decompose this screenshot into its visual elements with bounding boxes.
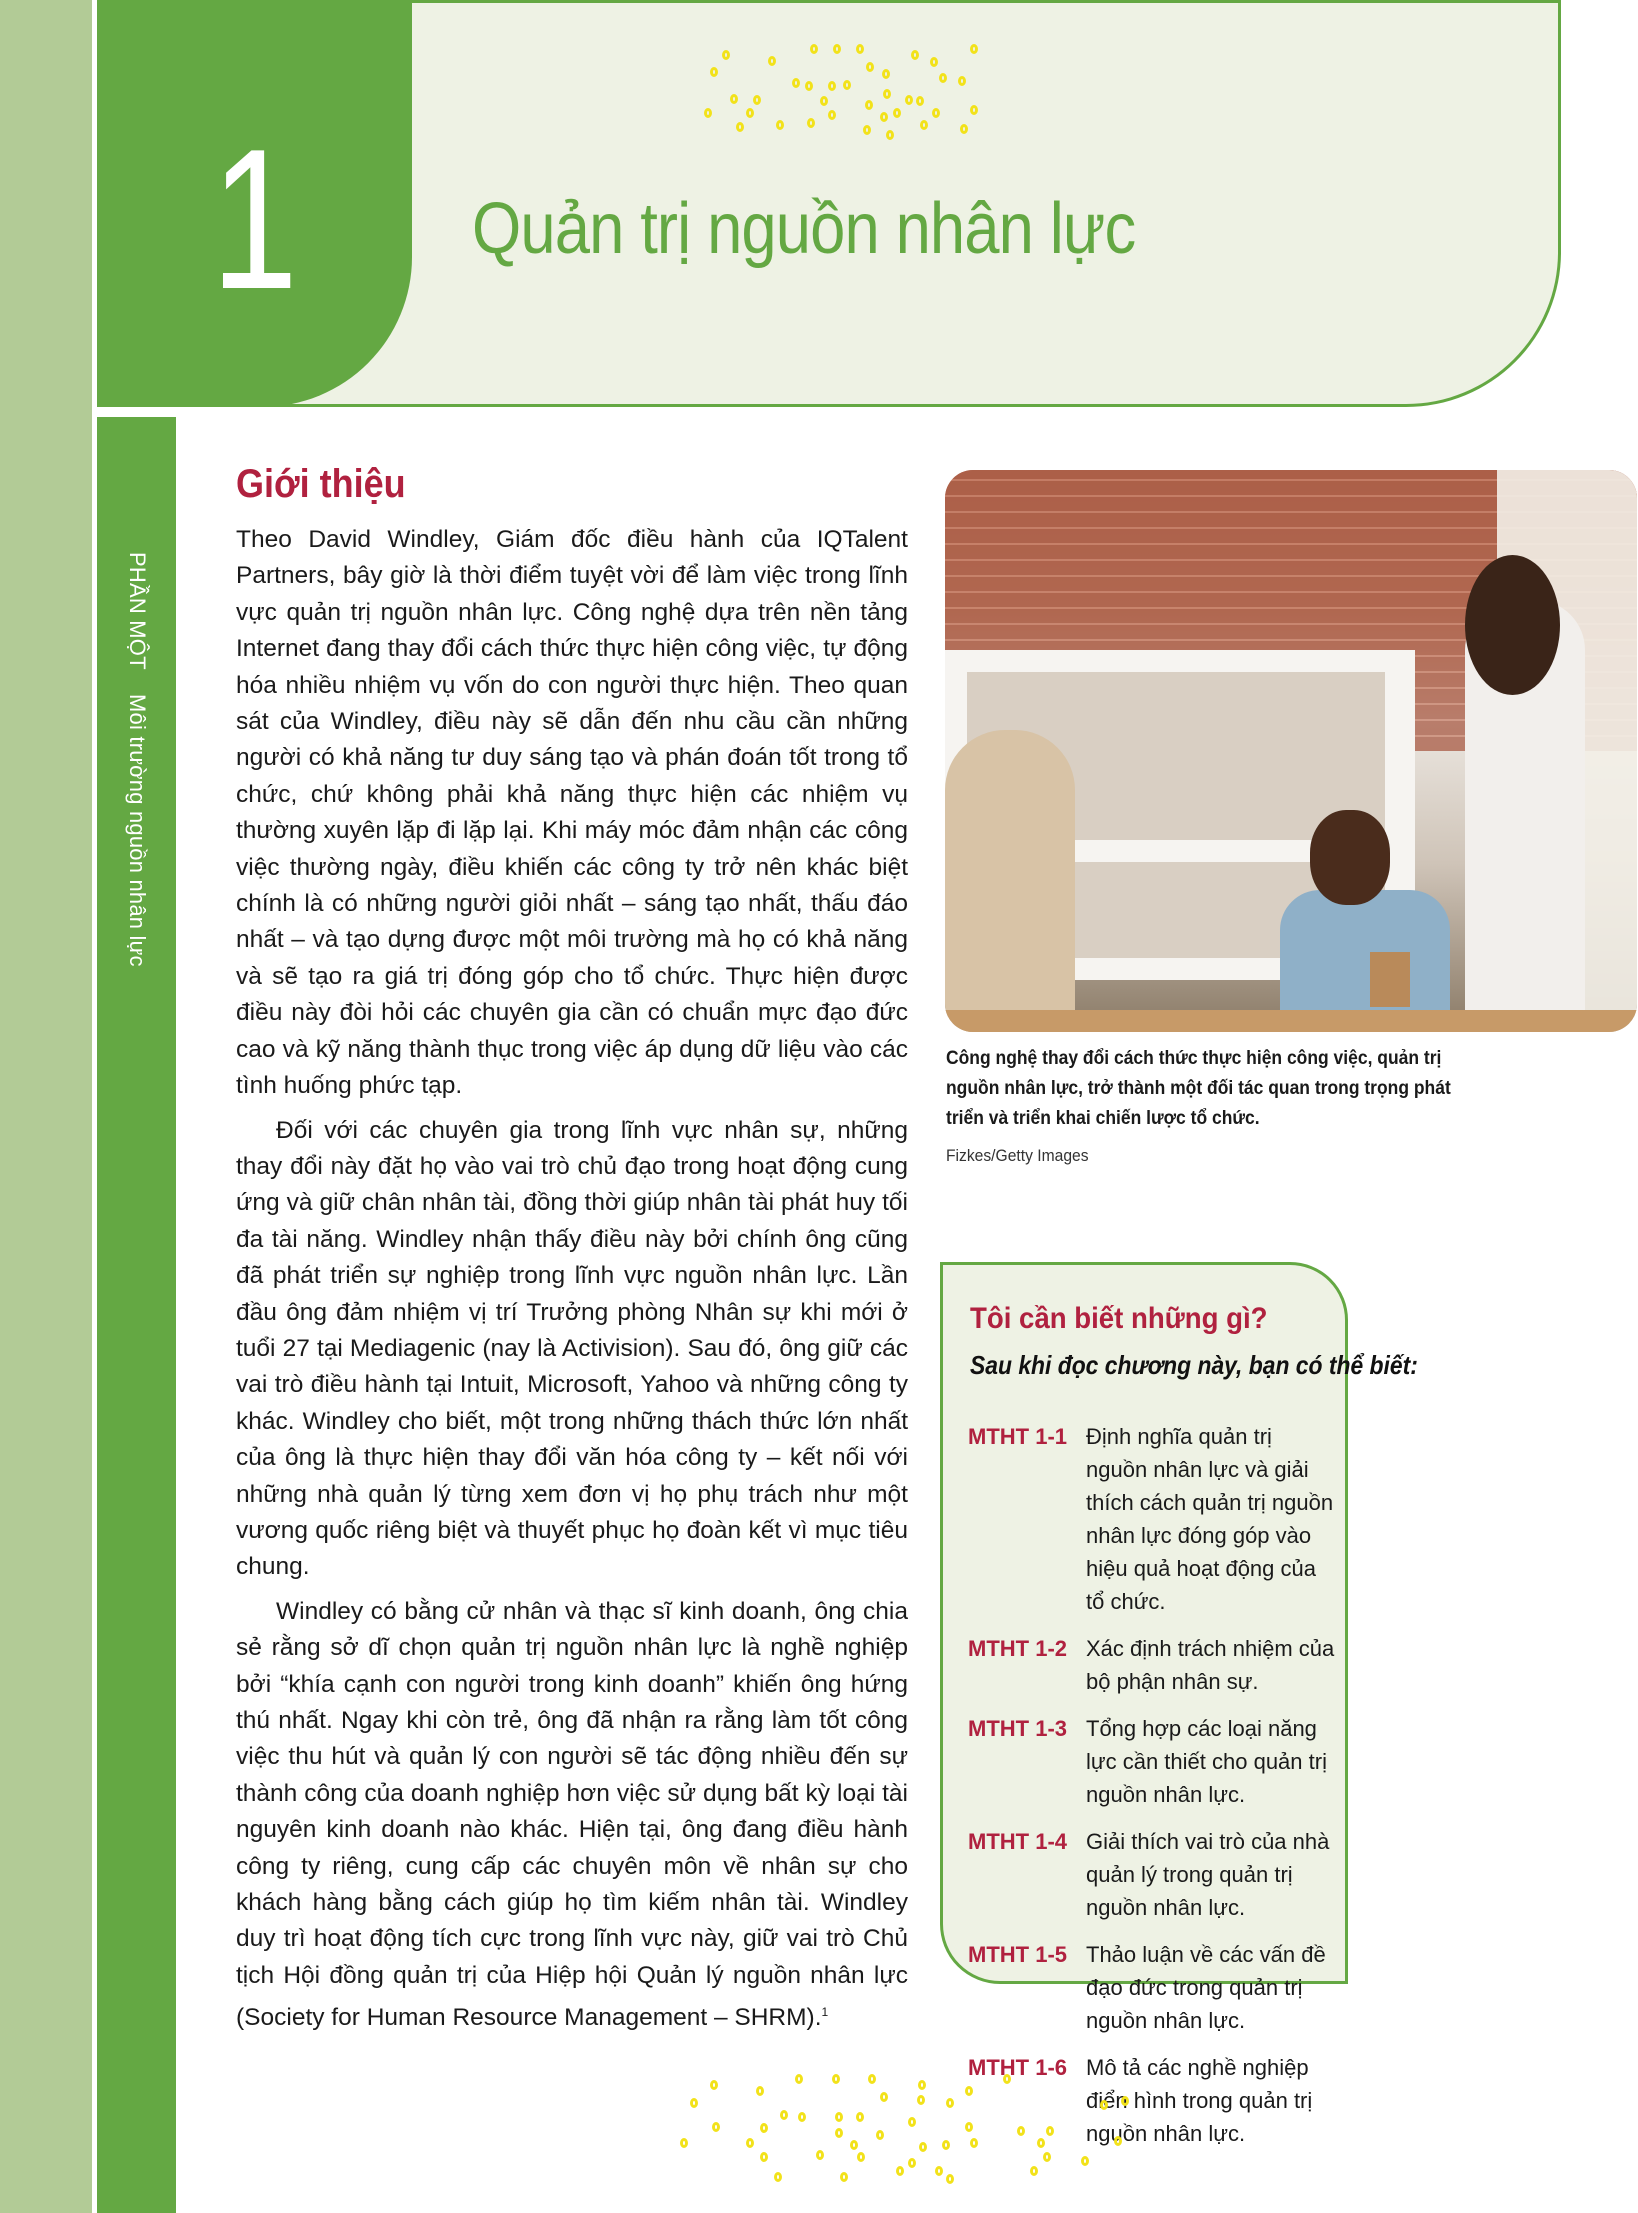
objectives-list — [968, 1420, 1338, 2164]
objective-code: MTHT 1-4 — [968, 1829, 1067, 1854]
objective-code: MTHT 1-2 — [968, 1636, 1067, 1661]
part-section: Môi trường nguồn nhân lực — [125, 694, 150, 967]
part-number: PHẦN MỘT — [125, 552, 150, 670]
decorative-dots-top — [680, 40, 1190, 150]
objective-item — [968, 1712, 1338, 1811]
objective-item — [968, 1420, 1338, 1618]
objective-code: MTHT 1-1 — [968, 1424, 1067, 1449]
objective-code: MTHT 1-6 — [968, 2055, 1067, 2080]
objectives-subtitle: Sau khi đọc chương này, bạn có thể biết: — [970, 1350, 1418, 1380]
objective-item — [968, 1938, 1338, 2037]
chapter-photo — [945, 470, 1637, 1032]
objective-text: Mô tả các nghề nghiệp điển hình trong quản trị nguồn nhân lực. — [1086, 2055, 1313, 2146]
objective-text: Giải thích vai trò của nhà quản lý trong quản trị nguồn nhân lực. — [1086, 1829, 1330, 1920]
objective-item — [968, 1632, 1338, 1698]
objective-code: MTHT 1-5 — [968, 1942, 1067, 1967]
left-margin-strip — [0, 0, 92, 2213]
intro-heading: Giới thiệu — [236, 462, 406, 506]
photo-caption: Công nghệ thay đổi cách thức thực hiện công việc, quản trị nguồn nhân lực, trở thành một đối tác quan trong trọng phát triển và triển khai chiến lược tổ chức. — [946, 1048, 1451, 1129]
decorative-dots-bottom — [680, 2070, 1170, 2200]
objective-code: MTHT 1-3 — [968, 1716, 1067, 1741]
objectives-title: Tôi cần biết những gì? — [970, 1302, 1268, 1335]
footnote-marker[interactable]: 1 — [821, 2005, 829, 2020]
objective-text: Thảo luận về các vấn đề đạo đức trong quản trị nguồn nhân lực. — [1086, 1942, 1326, 2033]
chapter-number: 1 — [211, 108, 298, 331]
photo-credit: Fizkes/Getty Images — [946, 1146, 1089, 1165]
objective-item — [968, 1825, 1338, 1924]
chapter-title: Quản trị nguồn nhân lực — [472, 189, 1136, 269]
objective-text: Tổng hợp các loại năng lực cần thiết cho quản trị nguồn nhân lực. — [1086, 1716, 1327, 1807]
objective-text: Xác định trách nhiệm của bộ phận nhân sự. — [1086, 1636, 1335, 1694]
paragraph: Theo David Windley, Giám đốc điều hành của IQTalent Partners, bây giờ là thời điểm tuyệt vời để làm việc trong lĩnh vực quản trị nguồn nhân lực. Công nghệ dựa trên nền tảng Internet đang thay đổi cách thức thực hiện công việc, tự động hóa nhiều nhiệm vụ vốn do con người thực hiện. Theo quan sát của Windley, điều này sẽ dẫn đến nhu cầu cần những người có khả năng tư duy sáng tạo và phán đoán tốt trong tổ chức, chứ không phải khả năng thực hiện các nhiệm vụ thường xuyên lặp đi lặp lại. Khi máy móc đảm nhận các công việc thường ngày, điều khiến các công ty trở nên khác biệt chính là có những người giỏi nhất – sáng tạo nhất, thấu đáo nhất – và tạo dựng được một môi trường mà họ có khả năng và sẽ tạo ra giá trị đóng góp cho tổ chức. Thực hiện được điều này đòi hỏi các chuyên gia cần có chuẩn mực đạo đức cao và kỹ năng thành thục trong việc áp dụng dữ liệu vào các tình huống phức tạp. — [236, 526, 908, 1100]
part-label — [124, 552, 150, 967]
objective-text: Định nghĩa quản trị nguồn nhân lực và giải thích cách quản trị nguồn nhân lực đóng góp vào hiệu quả hoạt động của tổ chức. — [1086, 1424, 1334, 1614]
paragraph: Windley có bằng cử nhân và thạc sĩ kinh doanh, ông chia sẻ rằng sở dĩ chọn quản trị nguồn nhân lực là nghề nghiệp bởi “khía cạnh con người trong kinh doanh” khiến ông hứng thú nhất. Ngay khi còn trẻ, ông đã nhận ra rằng làm tốt công việc thu hút và quản lý con người sẽ tác động nhiều đến sự thành công của doanh nghiệp hơn việc sử dụng bất kỳ loại tài nguyên kinh doanh nào khác. Hiện tại, ông đang điều hành công ty riêng, cung cấp các chuyên môn về nhân sự cho khách hàng bằng cách giúp họ tìm kiếm nhân tài. Windley duy trì hoạt động tích cực trong lĩnh vực này, giữ vai trò Chủ tịch Hội đồng quản trị của Hiệp hội Quản lý nguồn nhân lực (Society for Human Resource Management – SHRM).$^1$ — [236, 1597, 908, 2032]
intro-body — [236, 522, 908, 2045]
paragraph: Đối với các chuyên gia trong lĩnh vực nhân sự, những thay đổi này đặt họ vào vai trò chủ đạo trong hoạt động cung ứng và giữ chân nhân tài, đồng thời giúp nhân tài phát huy tối đa tài năng. Windley nhận thấy điều này bởi chính ông cũng đã phát triển sự nghiệp trong lĩnh vực nguồn nhân lực. Lần đầu ông đảm nhiệm vị trí Trưởng phòng Nhân sự khi mới ở tuổi 27 tại Mediagenic (nay là Activision). Sau đó, ông giữ các vai trò điều hành tại Intuit, Microsoft, Yahoo và những công ty khác. Windley cho biết, một trong những thách thức lớn nhất của ông là thực hiện thay đổi văn hóa công ty – kết nối với những nhà quản lý từng xem đơn vị họ phụ trách như một vương quốc riêng biệt và thuyết phục họ đoàn kết vì mục tiêu chung. — [236, 1116, 908, 1581]
